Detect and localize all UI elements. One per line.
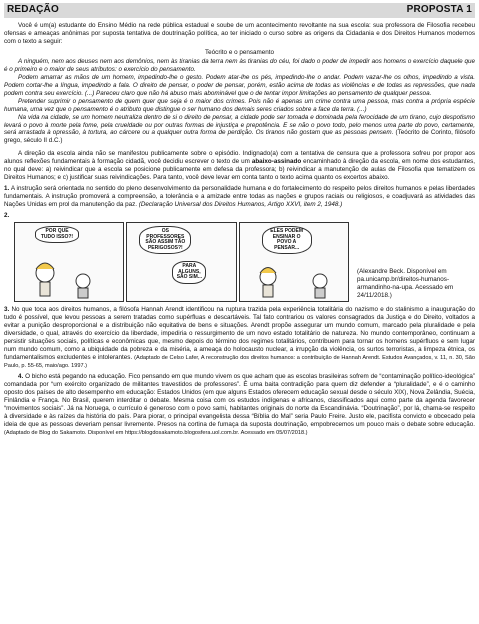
- comic-panel-1: [14, 222, 124, 302]
- quote-paragraph-4: [4, 114, 475, 146]
- quote-source: (Teócrito de Corinto, filósofo grego, século II d.C.): [4, 129, 475, 145]
- excerpt-4-source: (Adaptado de Blog do Sakamoto. Disponível em https://blogdosakamoto.blogosfera.uol.com.br. Acessado em 05/07/2018.): [4, 430, 308, 437]
- proposal-label: PROPOSTA 1: [406, 4, 472, 15]
- excerpt-1-source: (Declaração Universal dos Direitos Humanos, Artigo XXVI, item 2, 1948.): [138, 201, 343, 209]
- excerpt-2-number: 2.: [4, 212, 10, 220]
- excerpt-4-text: O bicho está pegando na educação. Fico pensando em que mundo vivem os que acham que as escolas brasileiras sofrem de “contaminação político-ideológica” comandada por “um exército organizado de militantes travestidos de professores”. É uma baita contradição para quem diz defender a “pluralidade”, e é o caminho oposto dos países de alto desempenho em educação: Estados Unidos (em que alguns Estados oferecem educação sexual desde o século XIX), Nova Zelândia, Suécia, Finlândia e França. No Brasil, querem interditar o debate. Mesma coisa com os estudos indígenas e africanos, classificados aqui como parte da agenda favorecer “movimentos sociais”. Já na Noruega, o currículo é generoso com o povo sami, habitantes originais do norte da Escandinávia. “Doutrinação”, por lá, chama-se respeito à diversidade e às raízes da história do país. Para piorar, o principal evangelista dessa “Bíblia do Mal” seria Paulo Freire. Justo ele, pacifista convicto e obcecado pela ideia de que as pessoas deveriam pensar livremente. Presos na cortina de fumaça da suposta doutrinação, empobrecemos um pouco mais o debate sobre educação.: [4, 373, 475, 429]
- task-bold-term: abaixo-assinado: [251, 158, 302, 166]
- excerpt-3: [4, 306, 475, 370]
- task-paragraph: [4, 150, 475, 182]
- excerpt-2: [4, 212, 475, 302]
- intro-paragraph: Você é um(a) estudante do Ensino Médio na rede pública estadual e soube de um acontecimento revoltante na sua escola: sua professora de Filosofia recebeu ofensas e ameaças anônimas por suposta tentativa de doutrinação política, ao ter iniciado o curso sobre as origens da Cidadania e dos Direitos Humanos modernos com o texto a seguir:: [4, 21, 475, 45]
- excerpt-1-text: A instrução será orientada no sentido do pleno desenvolvimento da personalidade humana e do fortalecimento do respeito pelos direitos humanos e pelas liberdades fundamentais. A instrução promoverá a compreensão, a tolerância e a amizade entre todas as nações e grupos raciais ou religiosos, e coadjuvará as atividades das Nações Unidas em prol da manutenção da paz.: [4, 185, 475, 209]
- speech-bubble-4: ELES PODEM ENSINAR O POVO A PENSAR...: [262, 226, 312, 254]
- comic-credit: (Alexandre Beck. Disponível em pa.unicamp.br/direitos-humanos-armandinho-na-upa. Acessado em 24/11/2018.): [357, 267, 454, 300]
- quote-paragraph-4-text: Na vida na cidade, se um homem neutraliza dentro de si o direito de pensar, a cidade pode ser tomada e dominada pela ferocidade de um tirano, cujo despotismo levará o povo à morte pela fome, pela crueldade ou por outras formas de injustiça e prepotência. E se não o povo todo, pelo menos uma parte do povo, certamente, será arrastada à opressão, à tortura, ao cárcere ou a qualquer outra forma de perdição. Os tiranos não gostam que as pessoas pensem.: [4, 113, 475, 137]
- excerpt-3-source: (Adaptado de Celso Lafer, A reconstrução dos direitos humanos: a contribuição de Hannah Arendt. Estudos Avançados, v. 11, n. 30, São Paulo, p. 55-65, maio/ago. 1997.): [4, 355, 476, 370]
- speech-bubble-2: OS PROFESSORES SÃO ASSIM TÃO PERIGOSOS?!: [139, 226, 191, 254]
- speech-bubble-3: PARA ALGUNS, SÃO SIM...: [172, 261, 206, 284]
- comic-panel-2: [126, 222, 236, 302]
- comic-strip: [14, 222, 349, 302]
- excerpt-3-number: 3.: [4, 306, 10, 314]
- speech-bubble-1: POR QUE TUDO ISSO?!: [35, 226, 79, 243]
- excerpt-4-number: 4.: [18, 373, 24, 381]
- excerpt-1: [4, 185, 475, 209]
- header-bar: [4, 3, 475, 18]
- task-suffix: encaminhado à direção da escola, em nome dos estudantes, no qual deve: a) reivindicar que a escola se posicione publicamente em defesa da professora; b) reivindicar a manutenção de aulas de Filosofia que tematizem os Direitos Humanos; e c) justificar suas reivindicações. Para tanto, você deve levar em conta tanto o texto acima quanto os excertos abaixo.: [4, 158, 475, 182]
- boy-figure-icon: [15, 223, 123, 301]
- comic-panel-3: [239, 222, 349, 302]
- quote-paragraph-3: Pretender suprimir o pensamento de quem quer que seja é o maior dos crimes. Pois não é apenas um crime contra uma pessoa, mas contra a própria espécie humana, uma vez que o pensamento é o atributo que distingue o ser humano dos demais seres criados sobre a face da terra. (...): [4, 97, 475, 113]
- task-prefix: A direção da escola ainda não se manifestou publicamente sobre o episódio. Indignado(a) com a tentativa de censura que a professora sofreu por propor aos alunos reflexões fundamentais à formação cidadã, você decidiu escrever o texto de um: [4, 150, 475, 166]
- excerpt-1-number: 1.: [4, 185, 10, 193]
- quote-paragraph-2: Podem amarrar as mãos de um homem, impedindo-lhe o gesto. Podem atar-lhe os pés, impedindo-lhe o andar. Podem vazar-lhe os olhos, impedindo a vista. Podem cortar-lhe a língua, impedindo a fala. O direito de pensar, o poder de pensar, porém, estão acima de todas as violências e de todas as repressões, que nada podem contra seu exercício. (...) Pareceu claro que não há abuso mais abominável que o de tentar impor limitações ao pensamento de qualquer pessoa.: [4, 73, 475, 97]
- excerpt-4: [4, 373, 475, 437]
- section-title: REDAÇÃO: [7, 4, 59, 15]
- quote-block: [4, 49, 475, 146]
- excerpt-3-text: No que toca aos direitos humanos, a filósofa Hannah Arendt identificou na ruptura trazida pela experiência totalitária do nazismo e do stalinismo a inauguração do tudo é possível, que levou pessoas a serem tratadas como supérfluas e descartáveis. Tal fato contrariou os valores consagrados da Justiça e do Direito, voltados a evitar a punição desproporcional e a distribuição não equitativa de bens e situações. Arendt propõe assegurar um mundo comum, marcado pela pluralidade e pela diversidade, o qual, através do exercício da liberdade, impediria o ressurgimento de um novo estado totalitário de natureza. No mundo contemporâneo, continuam a persistir situações sociais, políticas e econômicas que, mesmo depois do término dos regimes totalitários, contribuem para tornar os homens supérfluos e sem lugar num mundo comum, como a ubiquidade da pobreza e da miséria, a ameaça do holocausto nuclear, a irrupção da violência, os surtos terroristas, a limpeza étnica, os fundamentalismos excludentes e intolerantes.: [4, 306, 475, 362]
- comic-row: [4, 222, 475, 302]
- quote-paragraph-1: A ninguém, nem aos deuses nem aos demônios, nem às tiranias da terra nem às tiranias do céu, foi dado o poder de impedir aos homens o exercício daquele que é o primeiro e o maior de seus atributos: o exercício do pensamento.: [4, 57, 475, 73]
- boy-thinking-icon: [240, 223, 348, 301]
- quote-title: Teócrito e o pensamento: [205, 48, 274, 56]
